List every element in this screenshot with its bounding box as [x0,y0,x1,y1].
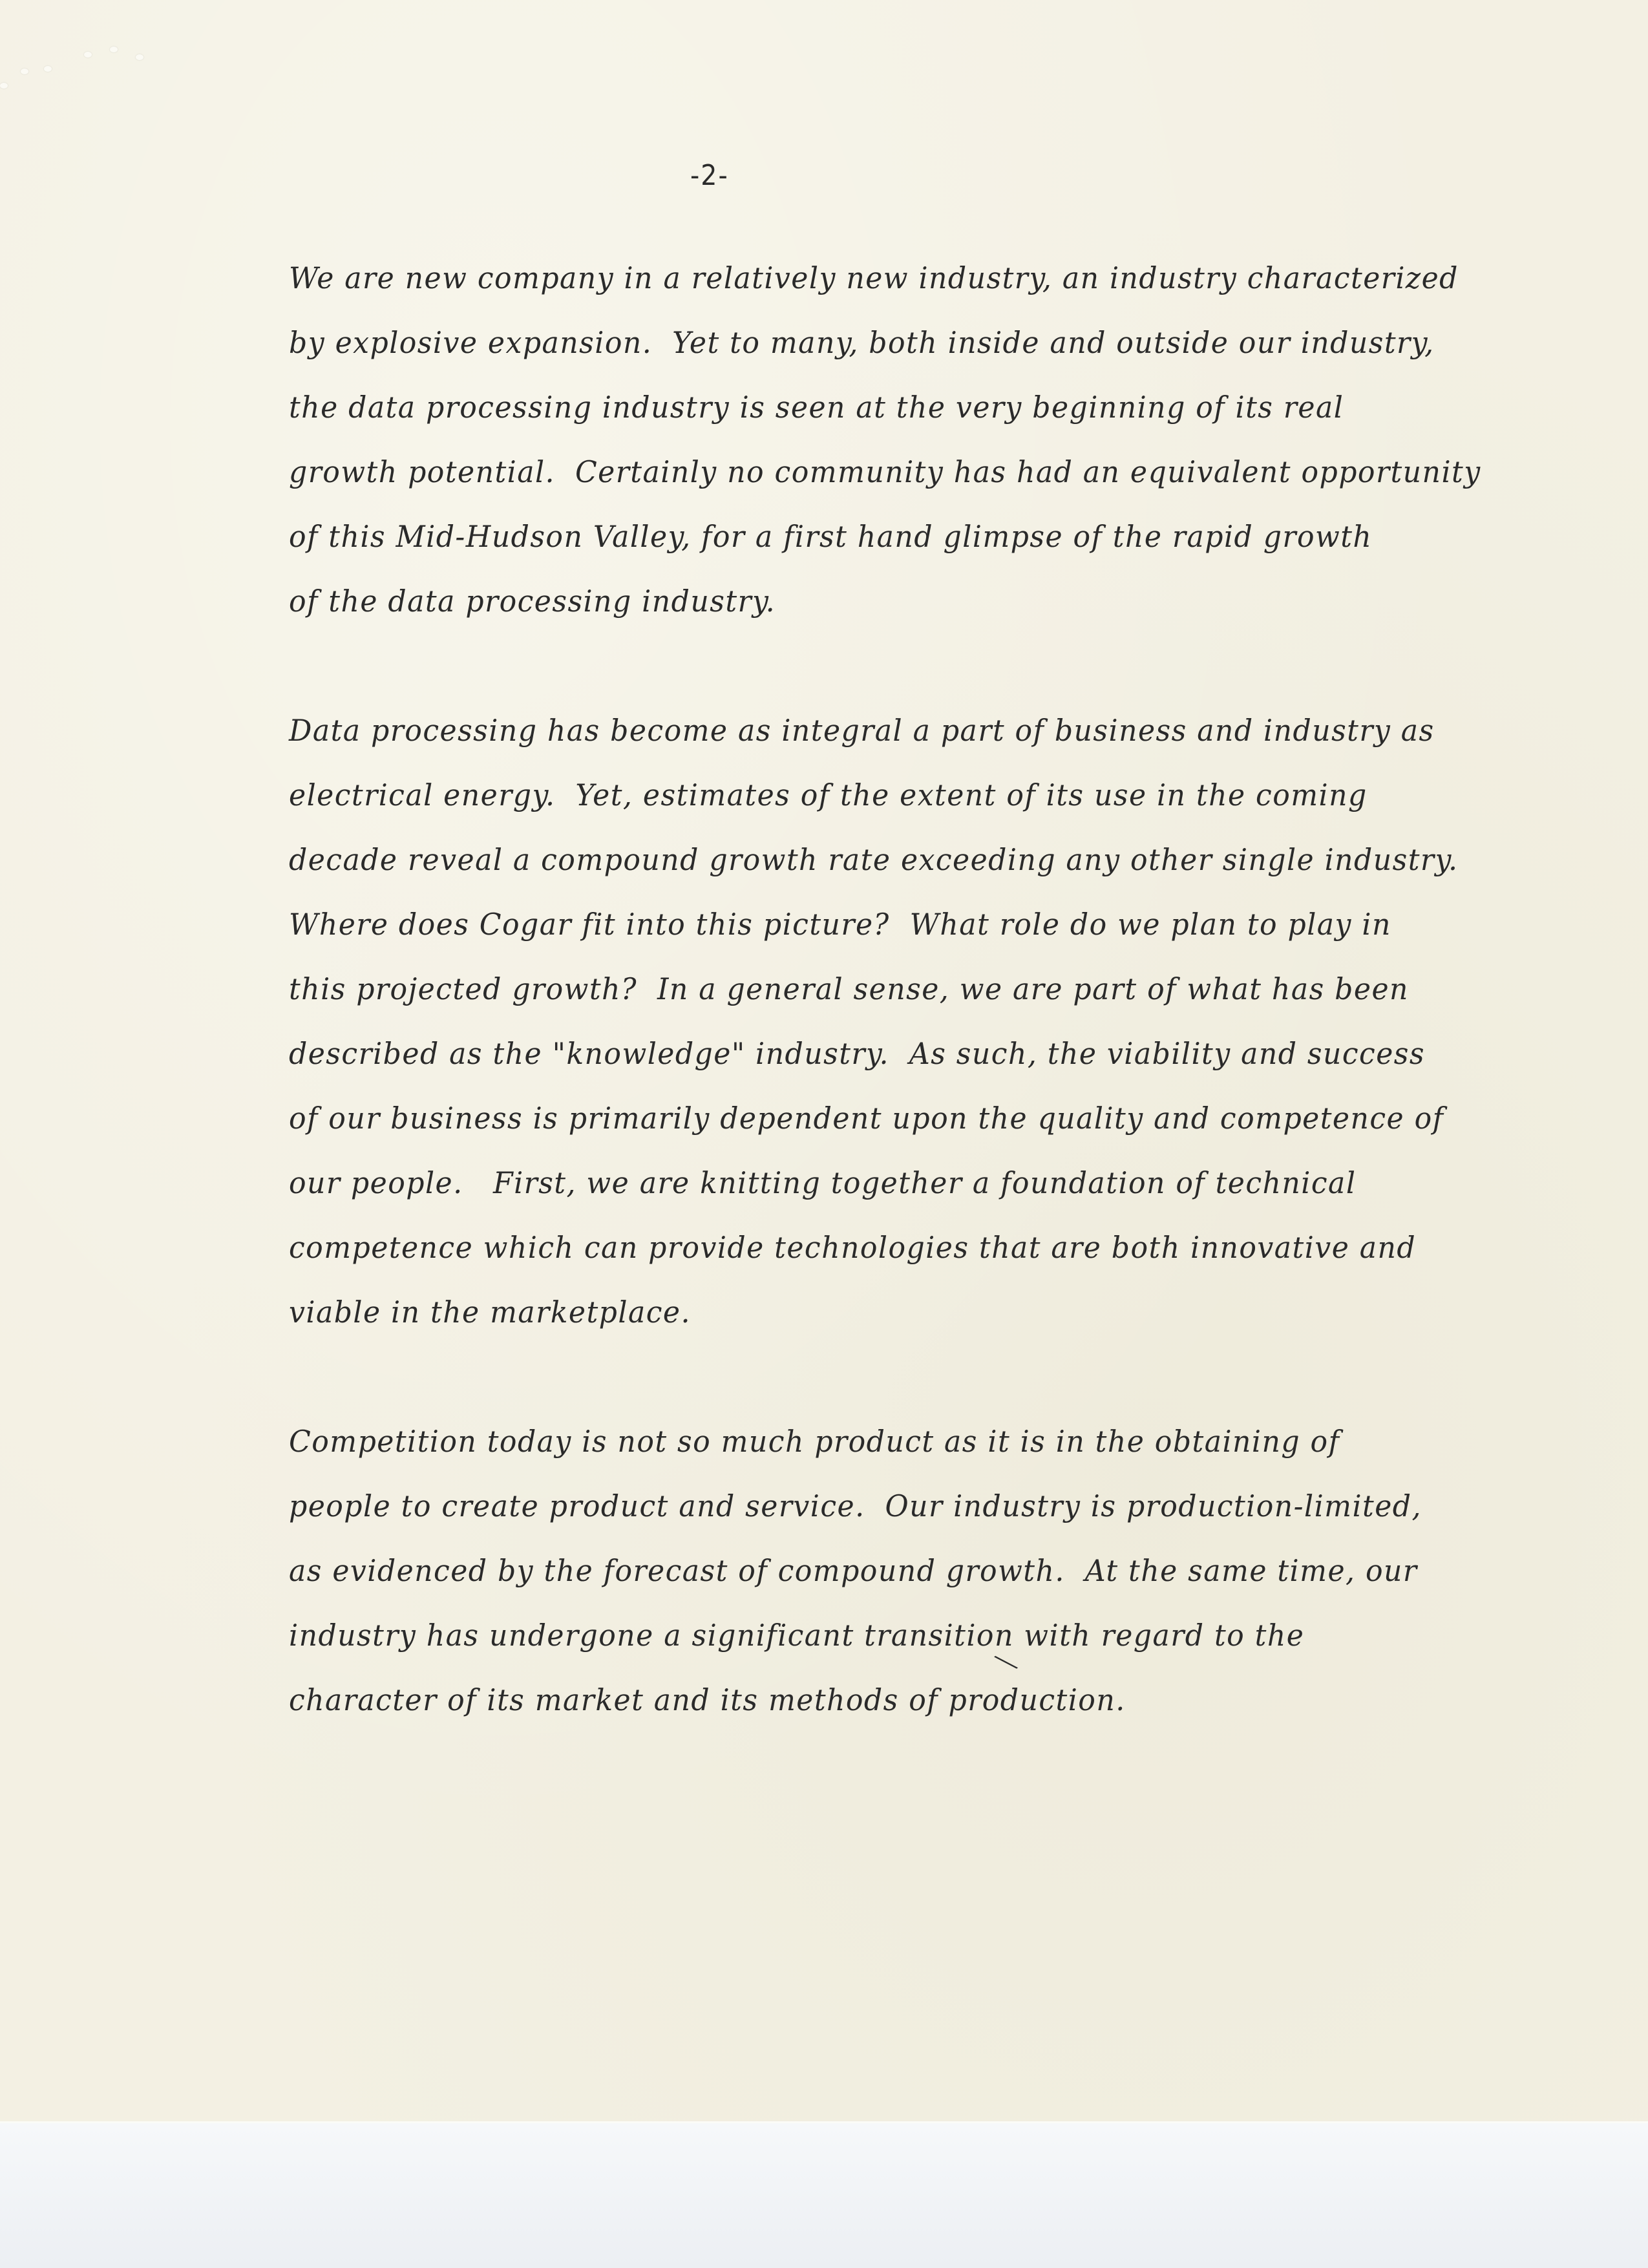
text-line: as evidenced by the forecast of compound growth. At the same time, our [289,1553,1418,1588]
text-line: viable in the marketplace. [289,1295,691,1330]
paragraph-spacer [289,1344,1517,1409]
letter-body [289,246,1517,1732]
paper-perforation-marks [0,45,149,84]
text-line: We are new company in a relatively new industry, an industry characterized [289,260,1459,295]
text-line: electrical energy. Yet, estimates of the extent of its use in the coming [289,778,1368,812]
text-line: described as the "knowledge" industry. As such, the viability and success [289,1036,1426,1071]
stray-ink-mark: ╲ [995,1649,1018,1676]
text-line: decade reveal a compound growth rate exceeding any other single industry. [289,842,1459,877]
text-line: by explosive expansion. Yet to many, both inside and outside our industry, [289,325,1435,360]
text-line: of the data processing industry. [289,584,776,619]
text-line: of our business is primarily dependent upon the quality and competence of [289,1101,1444,1136]
paragraph-spacer [289,633,1517,698]
text-line: people to create product and service. Our industry is production-limited, [289,1489,1422,1523]
text-line: the data processing industry is seen at the very beginning of its real [289,390,1344,425]
text-line: growth potential. Certainly no community has had an equivalent opportunity [289,454,1481,489]
text-line: our people. First, we are knitting together a foundation of technical [289,1165,1357,1200]
text-line: Competition today is not so much product as it is in the obtaining of [289,1424,1340,1459]
paragraph-2 [289,698,1517,1344]
paragraph-3 [289,1409,1517,1732]
page-number: -2- [690,159,729,192]
text-line: character of its market and its methods of production. [289,1682,1126,1717]
text-line: Where does Cogar fit into this picture? What role do we plan to play in [289,907,1391,942]
paragraph-1 [289,246,1517,633]
text-line: industry has undergone a significant transition with regard to the [289,1618,1305,1653]
scanner-bed [0,2123,1648,2268]
text-line: of this Mid-Hudson Valley, for a first hand glimpse of the rapid growth [289,519,1373,554]
text-line: this projected growth? In a general sense, we are part of what has been [289,971,1409,1006]
text-line: competence which can provide technologies that are both innovative and [289,1230,1417,1265]
text-line: Data processing has become as integral a part of business and industry as [289,713,1435,748]
